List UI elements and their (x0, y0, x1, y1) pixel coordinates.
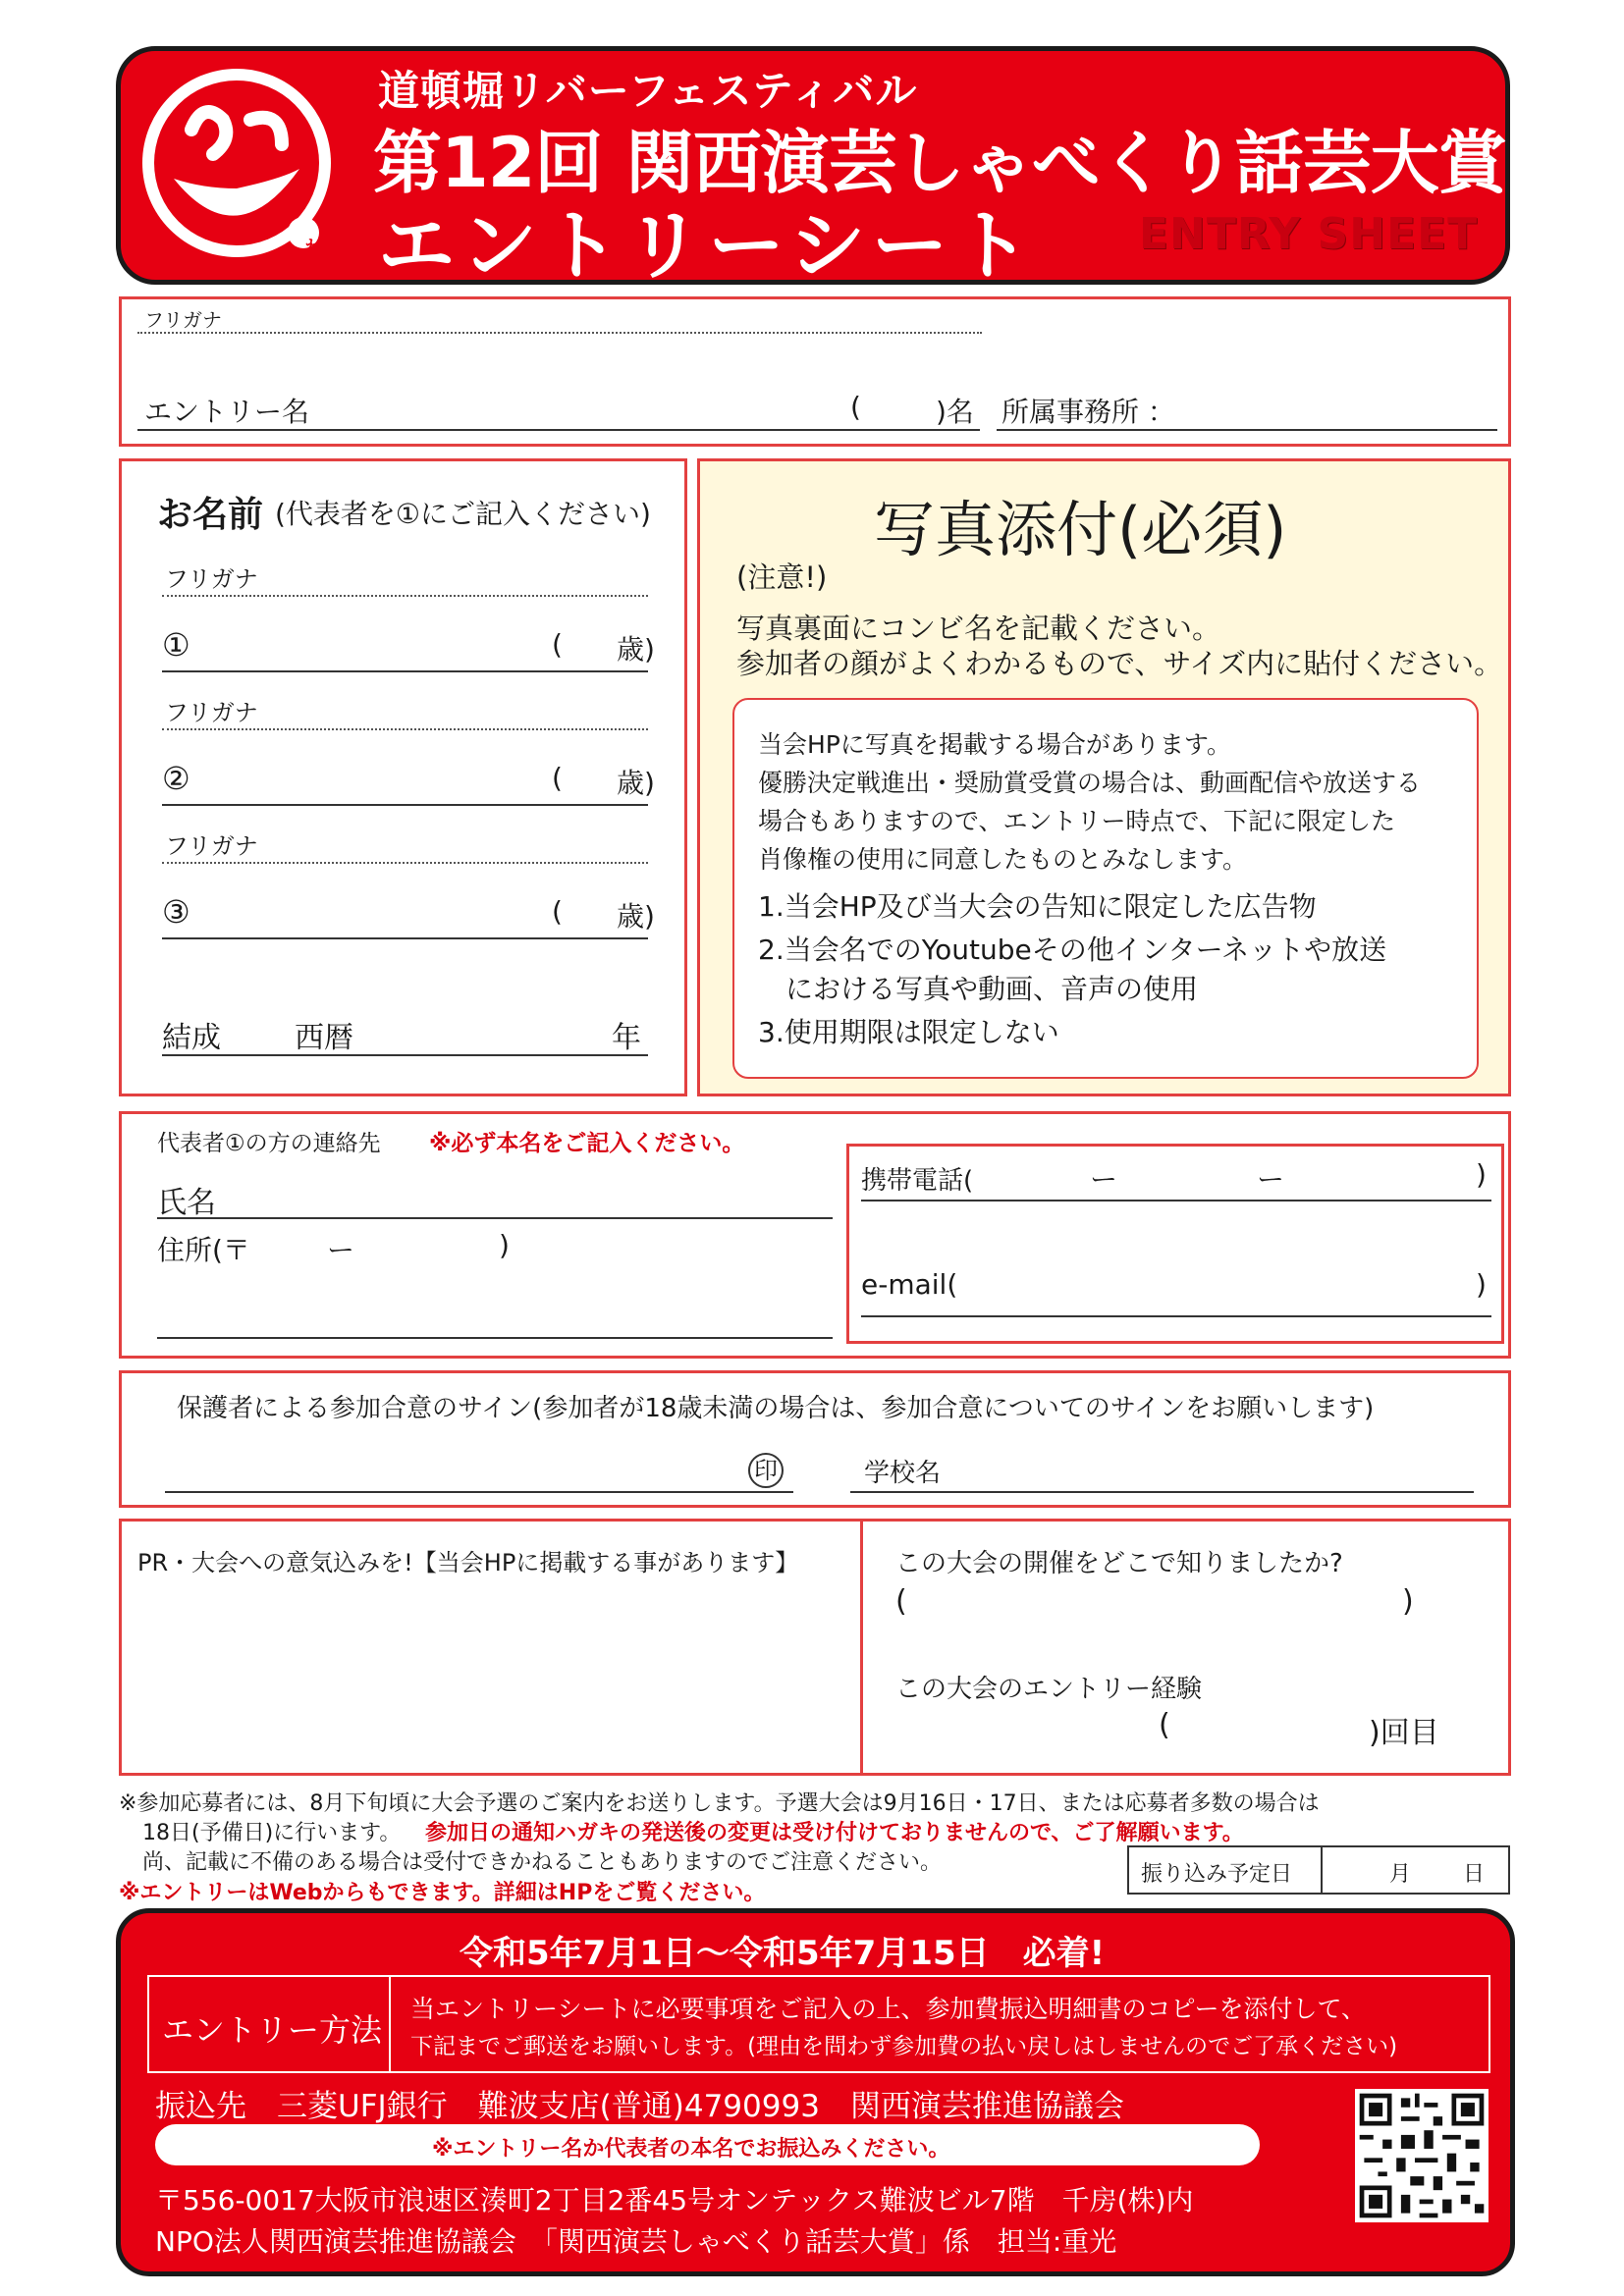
contact-address-label: 住所(〒 (157, 1234, 250, 1266)
era-label: 西暦 (295, 1021, 353, 1055)
entry-name-furigana-label: フリガナ (144, 308, 222, 332)
entry-method-line-2: 下記までご郵送をお願いします。(理由を問わず参加費の払い戻しはしませんのでご了承ください) (410, 2034, 1398, 2059)
formed-label: 結成 (162, 1021, 221, 1055)
bank-info: 振込先 三菱UFJ銀行 難波支店(普通)4790993 関西演芸推進協議会 (155, 2089, 1124, 2124)
pr-text-area[interactable] (137, 1580, 844, 1767)
entry-name-furigana-field[interactable] (137, 332, 982, 334)
transfer-date-divider (1321, 1845, 1323, 1895)
email-field[interactable] (861, 1315, 1491, 1317)
member3-age-close: 歳) (617, 900, 655, 933)
notice-line-3: 場合もありますので、エントリー時点で、下記に限定した (758, 807, 1396, 835)
logo-mark-char: わ (304, 238, 322, 258)
member2-number: ② (162, 760, 190, 797)
photo-instruction-1: 写真裏面にコンビ名を記載ください。 (736, 612, 1221, 645)
guardian-heading: 保護者による参加合意のサイン(参加者が18歳未満の場合は、参加合意についてのサインをお願いします) (177, 1394, 1375, 1423)
pr-heading: PR・大会への意気込みを!【当会HPに掲載する事があります】 (137, 1549, 799, 1576)
affiliation-field[interactable] (997, 429, 1497, 431)
email-label: e-mail( (861, 1268, 958, 1301)
member1-age-close: 歳) (617, 633, 655, 666)
phone-label: 携帯電話( (861, 1166, 974, 1196)
school-field[interactable] (850, 1491, 1474, 1493)
phone-close: ) (1476, 1158, 1487, 1191)
note-web-entry: ※エントリーはWebからもできます。詳細はHPをご覧ください。 (119, 1881, 766, 1905)
member-count-close: )名 (936, 396, 974, 428)
contact-address-field[interactable] (157, 1337, 833, 1339)
festival-subtitle: 道頓堀リバーフェスティバル (378, 67, 918, 115)
contact-heading: 代表者①の方の連絡先 (157, 1131, 381, 1156)
photo-title: 写真添付(必須) (874, 494, 1287, 565)
formed-year-field[interactable] (162, 1054, 648, 1056)
guardian-signature-field[interactable] (165, 1491, 793, 1493)
names-heading: お名前 (157, 495, 264, 535)
seal-mark: 印 (748, 1453, 784, 1488)
mailing-address: 〒556-0017大阪市浪速区湊町2丁目2番45号オンテックス難波ビル7階 千房(株)内 (155, 2184, 1194, 2216)
experience-label: この大会のエントリー経験 (895, 1675, 1203, 1704)
note-line-2b: 参加日の通知ハガキの発送後の変更は受け付けておりませんので、ご了解願います。 (425, 1821, 1244, 1845)
member1-furigana-field[interactable] (162, 595, 648, 597)
transfer-day: 日 (1463, 1862, 1486, 1887)
note-line-3: 尚、記載に不備のある場合は受付できかねることもありますのでご注意ください。 (142, 1850, 943, 1875)
contact-address-dash: ー (327, 1234, 355, 1266)
member2-furigana-label: フリガナ (165, 699, 258, 726)
member-count-open: ( (850, 391, 861, 423)
member3-furigana-label: フリガナ (165, 832, 258, 860)
notice-line-1: 当会HPに写真を掲載する場合があります。 (758, 730, 1231, 759)
notice-item-3: 3.使用期限は限定しない (758, 1016, 1059, 1048)
member1-furigana-label: フリガナ (165, 565, 258, 593)
entry-sheet-title: エントリーシート (378, 202, 1037, 291)
note-line-2a: 18日(予備日)に行います。 (142, 1821, 402, 1845)
notice-item-1: 1.当会HP及び当大会の告知に限定した広告物 (758, 890, 1317, 923)
where-heard-field[interactable] (918, 1584, 1389, 1624)
member1-name-field[interactable] (162, 670, 648, 672)
notice-item-2-cont: における写真や動画、音声の使用 (758, 973, 1199, 1005)
email-close: ) (1476, 1268, 1487, 1301)
where-heard-close: ) (1402, 1584, 1414, 1619)
entry-sheet-title-en: ENTRY SHEET (1139, 209, 1479, 259)
entry-method-label: エントリー方法 (162, 2011, 383, 2049)
member3-furigana-field[interactable] (162, 862, 648, 864)
contact-name-label: 氏名 (157, 1186, 216, 1220)
qr-code-icon[interactable] (1355, 2089, 1489, 2222)
pr-divider (860, 1519, 863, 1776)
transfer-date-label: 振り込み予定日 (1141, 1862, 1293, 1887)
where-heard-label: この大会の開催をどこで知りましたか? (895, 1549, 1343, 1578)
member2-age-close: 歳) (617, 767, 655, 799)
notice-line-2: 優勝決定戦進出・奨励賞受賞の場合は、動画配信や放送する (758, 769, 1422, 797)
notice-item-2: 2.当会名でのYoutubeその他インターネットや放送 (758, 934, 1387, 966)
phone-dash-1: ー (1090, 1163, 1118, 1196)
names-heading-note: (代表者を①にご記入ください) (275, 498, 651, 530)
affiliation-label: 所属事務所 ： (1001, 396, 1175, 428)
notice-line-4: 肖像権の使用に同意したものとみなします。 (758, 845, 1248, 874)
bank-note: ※エントリー名か代表者の本名でお振込みください。 (432, 2137, 950, 2162)
member3-number: ③ (162, 893, 190, 931)
phone-field[interactable] (861, 1200, 1491, 1201)
experience-field[interactable] (1178, 1708, 1365, 1747)
entry-method-divider (389, 1975, 391, 2073)
organizer-info: NPO法人関西演芸推進協議会 「関西演芸しゃべくり話芸大賞」係 担当:重光 (155, 2225, 1117, 2258)
entry-name-section (119, 296, 1511, 447)
entry-name-label: エントリー名 (144, 396, 310, 428)
note-line-1: ※参加応募者には、8月下旬頃に大会予選のご案内をお送りします。予選大会は9月16日・17日、または応募者多数の場合は (119, 1791, 1320, 1816)
school-label: 学校名 (864, 1459, 942, 1488)
transfer-month: 月 (1389, 1862, 1412, 1887)
member2-name-field[interactable] (162, 804, 648, 806)
contact-address-close: ) (499, 1229, 510, 1261)
member2-age-open: ( (552, 762, 563, 794)
where-heard-open: ( (895, 1584, 907, 1619)
contact-name-field[interactable] (157, 1217, 833, 1219)
photo-caution: (注意!) (736, 561, 828, 594)
experience-open: ( (1159, 1708, 1170, 1742)
contact-heading-note: ※必ず本名をご記入ください。 (429, 1131, 745, 1156)
member1-age-open: ( (552, 628, 563, 661)
contest-title: 第12回 関西演芸しゃべくり話芸大賞 (373, 123, 1506, 203)
experience-close: )回目 (1369, 1716, 1439, 1750)
entry-name-field[interactable] (137, 429, 980, 431)
member2-furigana-field[interactable] (162, 728, 648, 730)
deadline-text: 令和5年7月1日〜令和5年7月15日 必着! (460, 1934, 1106, 1973)
phone-dash-2: ー (1257, 1163, 1285, 1196)
member1-number: ① (162, 626, 190, 664)
year-label: 年 (612, 1021, 641, 1055)
member-names-section (119, 458, 687, 1096)
member3-age-open: ( (552, 895, 563, 928)
photo-instruction-2: 参加者の顔がよくわかるもので、サイズ内に貼付ください。 (736, 647, 1503, 680)
entry-method-line-1: 当エントリーシートに必要事項をご記入の上、参加費振込明細書のコピーを添付して、 (410, 1995, 1367, 2023)
member3-name-field[interactable] (162, 937, 648, 939)
